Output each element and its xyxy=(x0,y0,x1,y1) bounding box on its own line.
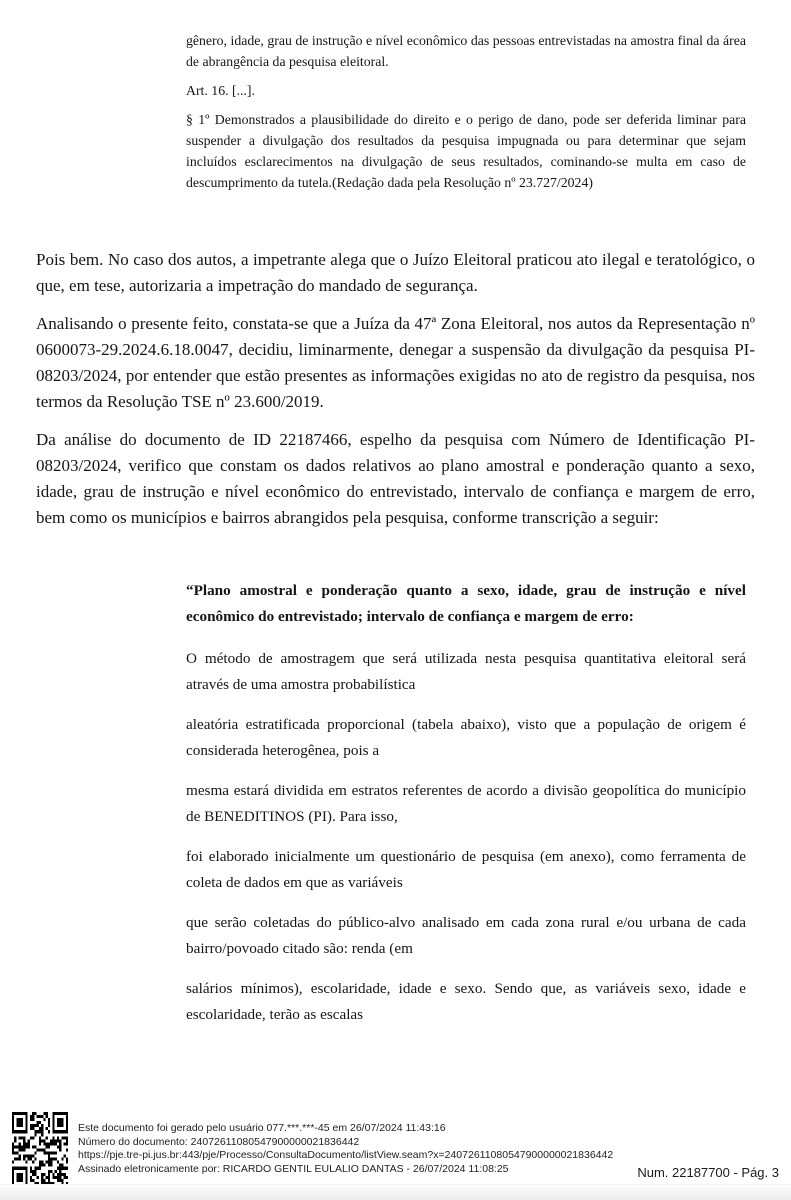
qr-code-icon xyxy=(12,1112,68,1188)
page-edge-shadow xyxy=(0,1184,791,1200)
footer-generated-line: Este documento foi gerado pelo usuário 077.***.***-45 em 26/07/2024 11:43:16 xyxy=(78,1122,446,1134)
body-paragraph: Pois bem. No caso dos autos, a impetrante alega que o Juízo Eleitoral praticou ato ilegal e teratológico, o que, em tese, autorizaria a impetração do mandado de segurança. xyxy=(36,250,755,295)
transcription-paragraph: O método de amostragem que será utilizada nesta pesquisa quantitativa eleitoral será através de uma amostra probabilística xyxy=(186,650,746,693)
body-paragraph: Da análise do documento de ID 22187466, espelho da pesquisa com Número de Identificação PI-08203/2024, verifico que constam os dados relativos ao plano amostral e ponderação quanto a sexo, idade, grau de instrução e nível econômico do entrevistado, intervalo de confiança e margem de erro, bem como os municípios e bairros abrangidos pela pesquisa, conforme transcrição a seguir: xyxy=(36,430,755,527)
transcription-paragraph: salários mínimos), escolaridade, idade e sexo. Sendo que, as variáveis sexo, idade e escolaridade, terão as escalas xyxy=(186,980,746,1023)
transcription-paragraph: mesma estará dividida em estratos referentes de acordo a divisão geopolítica do município de BENEDITINOS (PI). Para isso, xyxy=(186,782,746,825)
transcription-quote-block xyxy=(186,578,746,1042)
transcription-paragraph: foi elaborado inicialmente um questionário de pesquisa (em anexo), como ferramenta de coleta de dados em que as variáveis xyxy=(186,848,746,891)
body-text-block xyxy=(36,247,755,543)
page-number-label: Num. 22187700 - Pág. 3 xyxy=(637,1165,779,1180)
footer-url-line: https://pje.tre-pi.jus.br:443/pje/Processo/ConsultaDocumento/listView.seam?x=24072611080547900000021836442 xyxy=(78,1149,614,1161)
transcription-paragraph: aleatória estratificada proporcional (tabela abaixo), visto que a população de origem é considerada heterogênea, pois a xyxy=(186,716,746,759)
footer-docnumber-line: Número do documento: 24072611080547900000021836442 xyxy=(78,1135,360,1148)
top-quote-block xyxy=(186,30,746,201)
quoted-paragraph: § 1º Demonstrados a plausibilidade do direito e o perigo de dano, pode ser deferida liminar para suspender a divulgação dos resultados da pesquisa impugnada ou para determinar que sejam incluídos esclarecimentos na divulgação de seus resultados, cominando-se multa em caso de descumprimento da tutela.(Redação dada pela Resolução nº 23.727/2024) xyxy=(186,112,746,190)
footer-signature-line: Assinado eletronicamente por: RICARDO GENTIL EULALIO DANTAS - 26/07/2024 11:08:25 xyxy=(78,1162,509,1175)
transcription-heading: “Plano amostral e ponderação quanto a sexo, idade, grau de instrução e nível econômico do entrevistado; intervalo de confiança e margem de erro: xyxy=(186,582,746,625)
transcription-paragraph: que serão coletadas do público-alvo analisado em cada zona rural e/ou urbana de cada bairro/povoado citado são: renda (em xyxy=(186,914,746,957)
quoted-paragraph: Art. 16. [...]. xyxy=(186,83,255,98)
quoted-paragraph: gênero, idade, grau de instrução e nível econômico das pessoas entrevistadas na amostra final da área de abrangência da pesquisa eleitoral. xyxy=(186,33,746,69)
document-metadata-footer xyxy=(78,1122,638,1176)
body-paragraph: Analisando o presente feito, constata-se que a Juíza da 47ª Zona Eleitoral, nos autos da Representação nº 0600073-29.2024.6.18.0047, decidiu, liminarmente, denegar a suspensão da divulgação da pesquisa PI-08203/2024, por entender que estão presentes as informações exigidas no ato de registro da pesquisa, nos termos da Resolução TSE nº 23.600/2019. xyxy=(36,314,755,411)
